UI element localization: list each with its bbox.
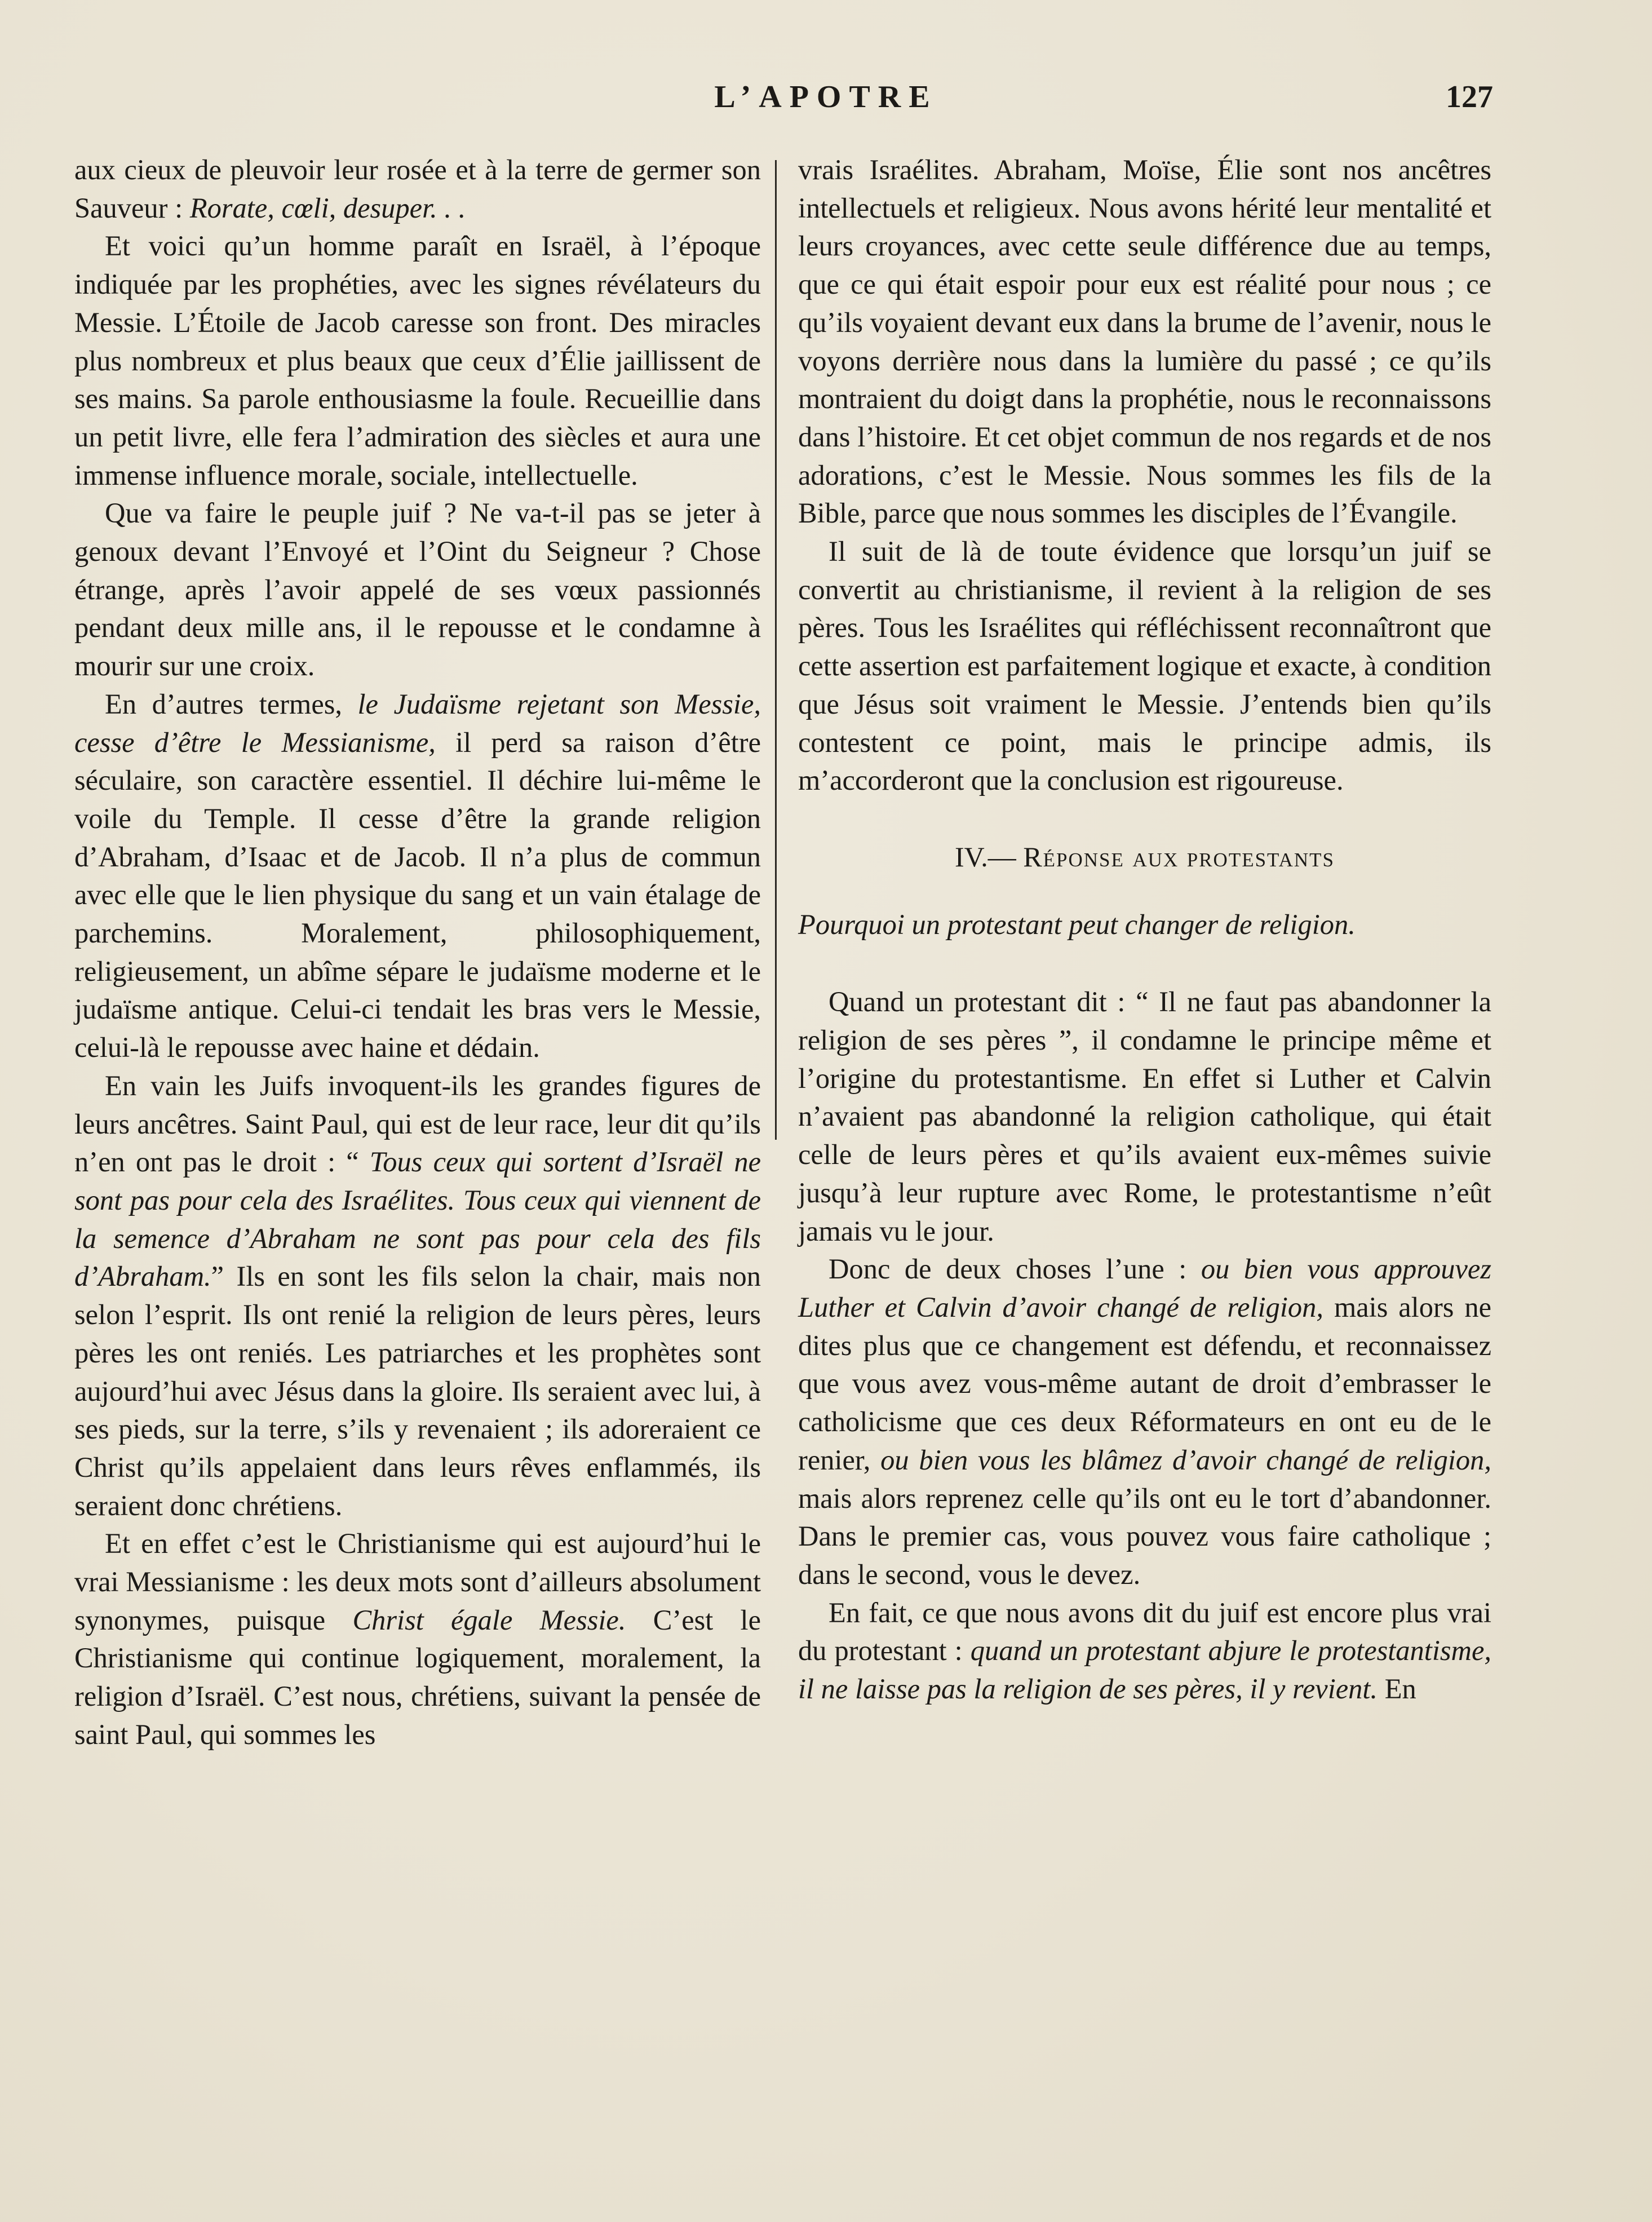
right-column-lower-text	[798, 983, 1491, 1708]
page-number: 127	[1446, 79, 1493, 114]
running-title: L’APOTRE	[714, 79, 938, 114]
paragraph	[798, 151, 1491, 533]
italic-text: ou bien vous les blâmez d’avoir changé de religion,	[880, 1444, 1491, 1476]
paragraph	[798, 1594, 1491, 1708]
italic-text: Tous ceux qui sortent d’Israël ne sont pas pour cela des Israélites. Tous ceux qui viennent de la semence d’Abraham ne sont pas pour cela des fils d’Abraham.	[74, 1146, 761, 1293]
paragraph	[74, 1525, 761, 1754]
right-column	[798, 151, 1491, 1708]
paragraph	[74, 227, 761, 494]
text-run: En d’autres termes,	[105, 688, 358, 720]
paragraph	[798, 983, 1491, 1250]
paragraph	[798, 1250, 1491, 1594]
italic-text: Rorate, cœli, desuper. . .	[189, 192, 466, 224]
italic-text: Christ égale Messie.	[352, 1604, 626, 1636]
paragraph	[74, 1067, 761, 1525]
section-heading	[798, 838, 1491, 877]
text-run: Et en effet c’est le Christianisme qui est aujourd’hui le vrai Messianisme : les deux mots sont d’ailleurs absolument synonymes, puisque	[74, 1528, 761, 1636]
text-run: C’est le Christianisme qui continue logiquement, moralement, la religion d’Israël. C’est nous, chrétiens, suivant la pensée de saint Paul, qui sommes les	[74, 1604, 761, 1750]
paragraph	[798, 533, 1491, 800]
text-run: En	[1378, 1673, 1416, 1705]
right-column-upper-text	[798, 151, 1491, 800]
text-run: aux cieux de pleuvoir leur rosée et à la terre de germer son Sauveur :	[74, 154, 761, 224]
section-number: IV.—	[954, 840, 1016, 873]
text-run: Et voici qu’un homme paraît en Israël, à l’époque indiquée par les prophéties, avec les signes révélateurs du Messie. L’Étoile de Jacob caresse son front. Des miracles plus nombreux et plus beaux que ceux d’Élie jaillissent de ses mains. Sa parole enthousiasme la foule. Recueillie dans un petit livre, elle fera l’admiration des siècles et aura une immense influence morale, sociale, intellectuelle.	[74, 230, 761, 491]
text-run: mais alors ne dites plus que ce changement est défendu, et reconnaissez que vous avez vous-même autant de droit d’embrasser le catholicisme que ces deux Réformateurs en ont eu de le renier,	[798, 1291, 1491, 1476]
column-divider	[775, 160, 777, 1140]
text-run: vrais Israélites. Abraham, Moïse, Élie sont nos ancêtres intellectuels et religieux. Nous avons hérité leur mentalité et leurs croyances, avec cette seule différence due au temps, que ce qui était espoir pour eux est réalité pour nous ; ce qu’ils voyaient devant eux dans la brume de l’avenir, nous le voyons derrière nous dans la lumière du passé ; ce qu’ils montraient du doigt dans la prophétie, nous le reconnaissons dans l’histoire. Et cet objet commun de nos regards et de nos adorations, c’est le Messie. Nous sommes les fils de la Bible, parce que nous sommes les disciples de l’Évangile.	[798, 154, 1491, 529]
text-run: il perd sa raison d’être séculaire, son caractère essentiel. Il déchire lui-même le voile du Temple. Il cesse d’être la grande religion d’Abraham, d’Isaac et de Jacob. Il n’a plus de commun avec elle que le lien physique du sang et un vain étalage de parchemins. Moralement, philosophiquement, religieusement, un abîme sépare le judaïsme moderne et le judaïsme antique. Celui-ci tendait les bras vers le Messie, celui-là le repousse avec haine et dédain.	[74, 726, 761, 1064]
text-run: Que va faire le peuple juif ? Ne va-t-il pas se jeter à genoux devant l’Envoyé et l’Oint du Seigneur ? Chose étrange, après l’avoir appelé de ses vœux passionnés pendant deux mille ans, il le repousse et le condamne à mourir sur une croix.	[74, 497, 761, 682]
text-run: Donc de deux choses l’une :	[829, 1253, 1201, 1285]
paragraph	[74, 151, 761, 227]
italic-text: quand un protestant abjure le protestantisme, il ne laisse pas la religion de ses pères, il y revient.	[798, 1635, 1492, 1705]
text-run: ” Ils en sont les fils selon la chair, mais non selon l’esprit. Ils ont renié la religion de leurs pères, leurs pères les ont reniés. Les patriarches et les prophètes sont aujourd’hui avec Jésus dans la gloire. Ils seraient avec lui, à ses pieds, sur la terre, s’ils y revenaient ; ils adoreraient ce Christ qu’ils appelaient dans leurs rêves enflammés, ils seraient donc chrétiens.	[74, 1260, 761, 1521]
text-run: En fait, ce que nous avons dit du juif est encore plus vrai du protestant :	[798, 1596, 1491, 1667]
paragraph	[74, 494, 761, 685]
italic-text: le Judaïsme rejetant son Messie, cesse d’être le Messianisme,	[74, 688, 761, 758]
italic-text: ou bien vous approuvez Luther et Calvin d’avoir changé de religion,	[798, 1253, 1491, 1323]
section-title: Réponse aux protestants	[1023, 840, 1335, 873]
section-subheading: Pourquoi un protestant peut changer de religion.	[798, 908, 1356, 940]
text-run: mais alors reprenez celle qu’ils ont eu le tort d’abandonner. Dans le premier cas, vous pouvez vous faire catholique ; dans le second, vous le devez.	[798, 1482, 1491, 1590]
left-column	[74, 151, 761, 1754]
paragraph	[74, 685, 761, 1067]
text-run: Il suit de là de toute évidence que lorsqu’un juif se convertit au christianisme, il revient à la religion de ses pères. Tous les Israélites qui réfléchissent reconnaîtront que cette assertion est parfaitement logique et exacte, à condition que Jésus soit vraiment le Messie. J’entends bien qu’ils contestent ce point, mais le principe admis, ils m’accorderont que la conclusion est rigoureuse.	[798, 535, 1491, 796]
text-run: En vain les Juifs invoquent-ils les grandes figures de leurs ancêtres. Saint Paul, qui est de leur race, leur dit qu’ils n’en ont pas le droit : “	[74, 1069, 761, 1178]
text-run: Quand un protestant dit : “ Il ne faut pas abandonner la religion de ses pères ”, il condamne le principe même et l’origine du protestantisme. En effet si Luther et Calvin n’avaient pas abandonné la religion catholique, qui était celle de leurs pères et qu’ils avaient eux-mêmes suivie jusqu’à leur rupture avec Rome, le protestantisme n’eût jamais vu le jour.	[798, 986, 1491, 1247]
